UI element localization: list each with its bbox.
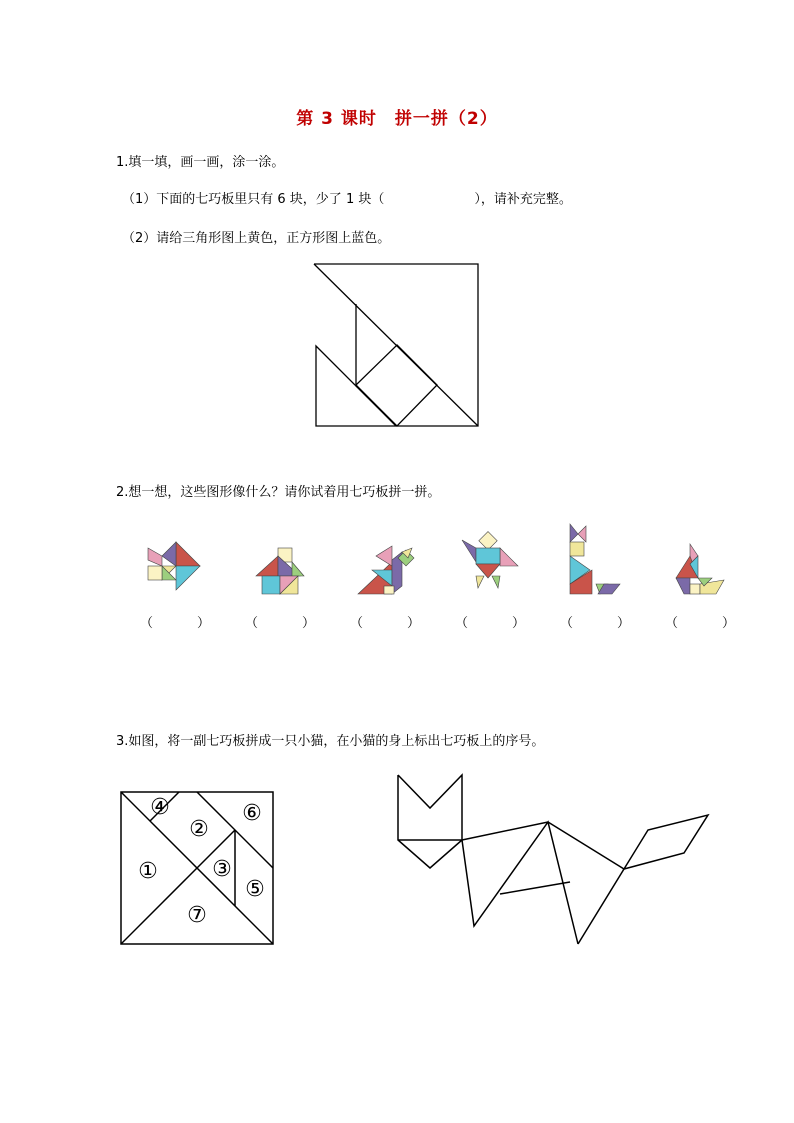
cat-body-inner	[500, 882, 570, 894]
q1-part1-text-before: （1）下面的七巧板里只有 6 块，少了 1 块（	[122, 192, 385, 207]
answer-paren-6[interactable]: （ ）	[665, 616, 735, 631]
q3-label-3: ③	[212, 857, 232, 882]
q3-heading: 3.如图，将一副七巧板拼成一只小猫，在小猫的身上标出七巧板上的序号。	[116, 734, 545, 749]
answer-paren-3[interactable]: （ ）	[350, 616, 420, 631]
q1-heading: 1.填一填，画一画，涂一涂。	[116, 155, 285, 170]
q3-label-4: ④	[150, 795, 170, 820]
q3-label-2: ②	[189, 817, 209, 842]
q3-label-6: ⑥	[242, 801, 262, 826]
cat-tail-outline	[624, 815, 708, 869]
cat-head-outline	[398, 775, 462, 868]
q3-label-7: ⑦	[187, 903, 207, 928]
q1-part2: （2）请给三角形图上黄色，正方形图上蓝色。	[122, 231, 391, 246]
answer-paren-1[interactable]: （ ）	[140, 616, 210, 631]
q1-part1-text-after: ），请补充完整。	[474, 192, 572, 207]
answer-paren-5[interactable]: （ ）	[560, 616, 630, 631]
cat-body-back	[548, 822, 624, 869]
q2-heading: 2.想一想，这些图形像什么？请你试着用七巧板拼一拼。	[116, 485, 441, 500]
page-title: 第 3 课时 拼一拼（2）	[296, 109, 498, 129]
q3-label-1: ①	[138, 859, 158, 884]
q3-label-5: ⑤	[245, 877, 265, 902]
answer-paren-2[interactable]: （ ）	[245, 616, 315, 631]
cat-body-belly	[578, 869, 624, 944]
answer-paren-4[interactable]: （ ）	[455, 616, 525, 631]
